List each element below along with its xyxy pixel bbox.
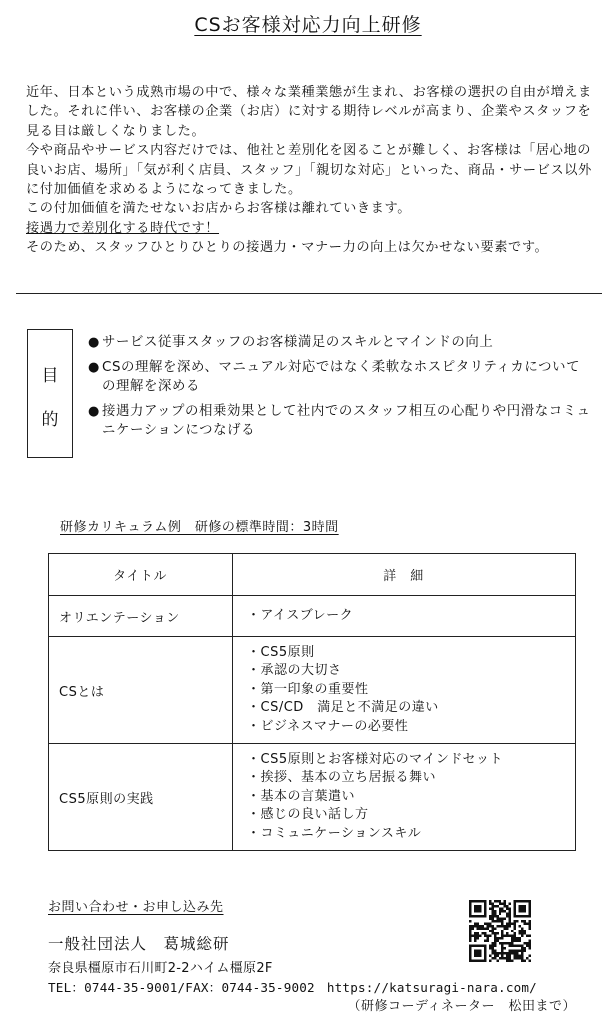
detail-item: ・アイスブレーク [247,607,354,623]
detail-item: ・挨拶、基本の立ち居振る舞い [247,770,437,786]
intro-paragraph: そのため、スタッフひとりひとりの接遇力・マナー力の向上は欠かせない要素です。 [26,240,549,256]
row-title: オリエンテーション [49,596,233,637]
contact-numbers [48,977,537,996]
goal-text: 接遇力アップの相乗効果として社内でのスタッフ相互の心配りや円滑なコミュニケーションにつなげる [102,404,591,438]
page-title: CSお客様対応力向上研修 [194,14,422,36]
detail-item: ・CS/CD 満足と不満足の違い [247,700,439,716]
coordinator-note: （研修コーディネーター 松田まで） [347,999,576,1014]
purpose-label-char: 的 [41,410,59,430]
detail-item: ・CS5原則とお客様対応のマインドセット [247,751,503,767]
contact-heading: お問い合わせ・お申し込み先 [48,900,224,915]
goal-item [88,402,593,440]
row-title: CS5原則の実践 [49,744,233,851]
qr-code-icon[interactable] [469,900,531,962]
curriculum-table [48,553,576,851]
goal-text: CSの理解を深め、マニュアル対応ではなく柔軟なホスピタリティカについての理解を深める [102,360,581,394]
table-row [49,596,576,637]
intro-paragraph: この付加価値を満たせないお店からお客様は離れていきます。 [26,201,411,217]
goal-item [88,358,593,396]
table-row [49,637,576,744]
table-header-row [49,554,576,596]
row-details [233,744,576,851]
intro-paragraph: 今や商品やサービス内容だけでは、他社と差別化を図ることが難しく、お客様は「居心地の良いお店、場所」「気が利く店員、スタッフ」「親切な対応」といった、商品・サービス以外に付加価値を求めるようになってきました。 [26,143,592,198]
divider [16,293,602,294]
intro-text [26,83,592,258]
curriculum-heading: 研修カリキュラム例 研修の標準時間：3時間 [60,520,339,535]
purpose-label-box [27,329,73,458]
intro-paragraph: 近年、日本という成熟市場の中で、様々な業種業態が生まれ、お客様の選択の自由が増えました。それに伴い、お客様の企業（お店）に対する期待レベルが高まり、企業やスタッフを見る目は厳しくなりました。 [26,85,592,139]
website-link[interactable]: https://katsuragi-nara.com/ [326,980,537,995]
intro-emphasis: 接遇力で差別化する時代です！ [26,220,220,236]
detail-item: ・第一印象の重要性 [247,681,369,697]
goal-text: サービス従事スタッフのお客様満足のスキルとマインドの向上 [102,335,494,350]
detail-item: ・コミュニケーションスキル [247,825,422,841]
tel-fax: TEL：0744-35-9001/FAX：0744-35-9002 [48,980,315,995]
detail-item: ・基本の言葉遣い [247,788,356,804]
detail-item: ・ビジネスマナーの必要性 [247,718,409,734]
table-row [49,744,576,851]
detail-item: ・承認の大切さ [247,663,342,679]
goal-item [88,333,593,352]
bullet-icon: ● [88,335,100,350]
row-details [233,637,576,744]
column-header-title: タイトル [49,554,233,596]
row-title: CSとは [49,637,233,744]
purpose-goals [88,333,593,446]
organization-name: 一般社団法人 葛城総研 [48,935,230,953]
detail-item: ・感じの良い話し方 [247,807,369,823]
bullet-icon: ● [88,404,100,419]
address: 奈良県橿原市石川町2-2ハイム橿原2F [48,961,273,976]
purpose-label-char: 目 [41,366,59,386]
bullet-icon: ● [88,360,100,375]
detail-item: ・CS5原則 [247,644,315,660]
column-header-detail: 詳 細 [233,554,576,596]
row-details [233,596,576,637]
